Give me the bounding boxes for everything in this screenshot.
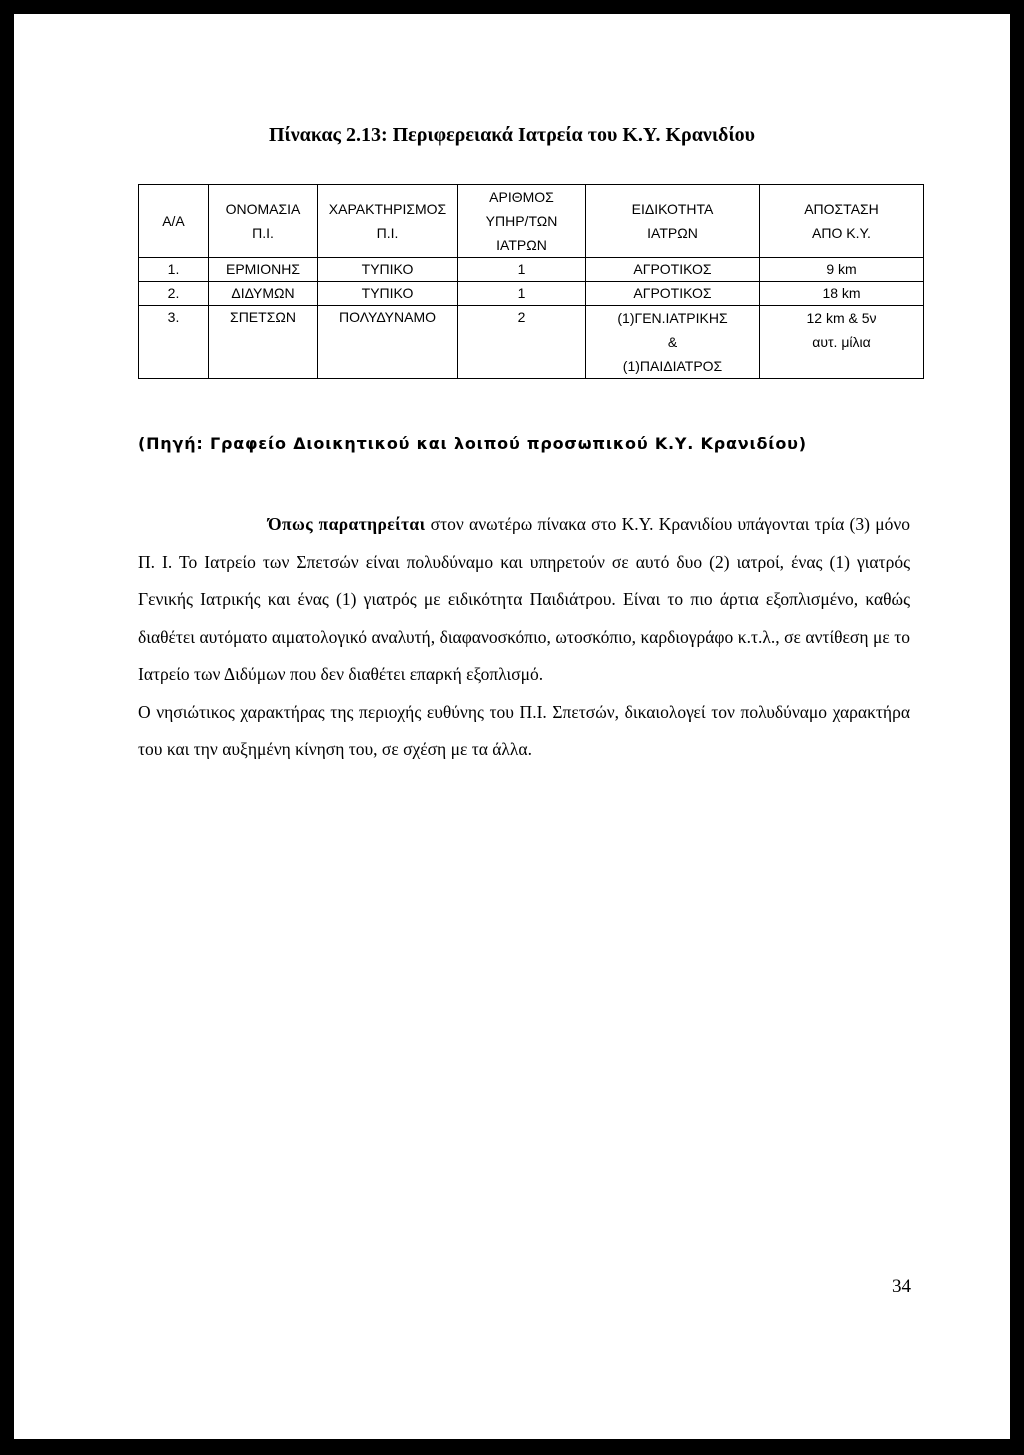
paragraph-text: στον ανωτέρω πίνακα στο Κ.Υ. Κρανιδίου υπάγονται τρία (3) μόνο Π. Ι. Το Ιατρείο των Σπετσών είναι πολυδύναμο και υπηρετούν σε αυτό δυο (2) ιατροί, ένας (1) γιατρός Γενικής Ιατρικής και ένας (1) γιατρός με ειδικότητα Παιδιάτρου. Είναι το πιο άρτια εξοπλισμένο, καθώς διαθέτει αυτόματο αιματολογικό αναλυτή, διαφανοσκόπιο, ωτοσκόπιο, καρδιογράφο κ.τ.λ., σε αντίθεση με το Ιατρείο των Διδύμων που δεν διαθέτει επαρκή εξοπλισμό. bbox=[138, 514, 910, 684]
document-page bbox=[14, 14, 1010, 1439]
table-cell: (1)ΓΕΝ.ΙΑΤΡΙΚΗΣ & (1)ΠΑΙΔΙΑΤΡΟΣ bbox=[586, 306, 760, 379]
clinics-table bbox=[138, 184, 924, 379]
table-row bbox=[139, 258, 924, 282]
table-cell: ΣΠΕΤΣΩΝ bbox=[209, 306, 318, 379]
page-number: 34 bbox=[892, 1276, 911, 1297]
table-caption: Πίνακας 2.13: Περιφερειακά Ιατρεία του Κ.Υ. Κρανιδίου bbox=[268, 124, 756, 146]
header-cell: ΑΡΙΘΜΟΣ ΥΠΗΡ/ΤΩΝ ΙΑΤΡΩΝ bbox=[458, 185, 586, 258]
table-cell: ΤΥΠΙΚΟ bbox=[318, 258, 458, 282]
table-cell: ΔΙΔΥΜΩΝ bbox=[209, 282, 318, 306]
table-row bbox=[139, 282, 924, 306]
table-header-row bbox=[139, 185, 924, 258]
table-cell: ΕΡΜΙΟΝΗΣ bbox=[209, 258, 318, 282]
header-cell: ΧΑΡΑΚΤΗΡΙΣΜΟΣ Π.Ι. bbox=[318, 185, 458, 258]
table-cell: 2. bbox=[139, 282, 209, 306]
table-cell: 1 bbox=[458, 258, 586, 282]
header-cell: ΕΙΔΙΚΟΤΗΤΑ ΙΑΤΡΩΝ bbox=[586, 185, 760, 258]
header-cell: Α/Α bbox=[139, 185, 209, 258]
table-cell: 9 km bbox=[760, 258, 924, 282]
table-source-note: (Πηγή: Γραφείο Διοικητικού και λοιπού προσωπικού Κ.Υ. Κρανιδίου) bbox=[138, 434, 807, 453]
header-cell: ΑΠΟΣΤΑΣΗ ΑΠΟ Κ.Υ. bbox=[760, 185, 924, 258]
table-cell: 12 km & 5ν αυτ. μίλια bbox=[760, 306, 924, 379]
table-cell: 3. bbox=[139, 306, 209, 379]
table-cell: ΑΓΡΟΤΙΚΟΣ bbox=[586, 282, 760, 306]
table-cell: 1 bbox=[458, 282, 586, 306]
paragraph-lead: Όπως παρατηρείται bbox=[268, 514, 426, 534]
paragraph bbox=[138, 506, 910, 694]
paragraph: Ο νησιώτικος χαρακτήρας της περιοχής ευθύνης του Π.Ι. Σπετσών, δικαιολογεί τον πολυδύναμο χαρακτήρα του και την αυξημένη κίνηση του, σε σχέση με τα άλλα. bbox=[138, 701, 910, 759]
table-cell: 18 km bbox=[760, 282, 924, 306]
table-cell: ΑΓΡΟΤΙΚΟΣ bbox=[586, 258, 760, 282]
table-cell: 1. bbox=[139, 258, 209, 282]
table-row bbox=[139, 306, 924, 379]
table-cell: 2 bbox=[458, 306, 586, 379]
body-text bbox=[138, 506, 910, 769]
table-cell: ΠΟΛΥΔΥΝΑΜΟ bbox=[318, 306, 458, 379]
header-cell: ΟΝΟΜΑΣΙΑ Π.Ι. bbox=[209, 185, 318, 258]
table-cell: ΤΥΠΙΚΟ bbox=[318, 282, 458, 306]
